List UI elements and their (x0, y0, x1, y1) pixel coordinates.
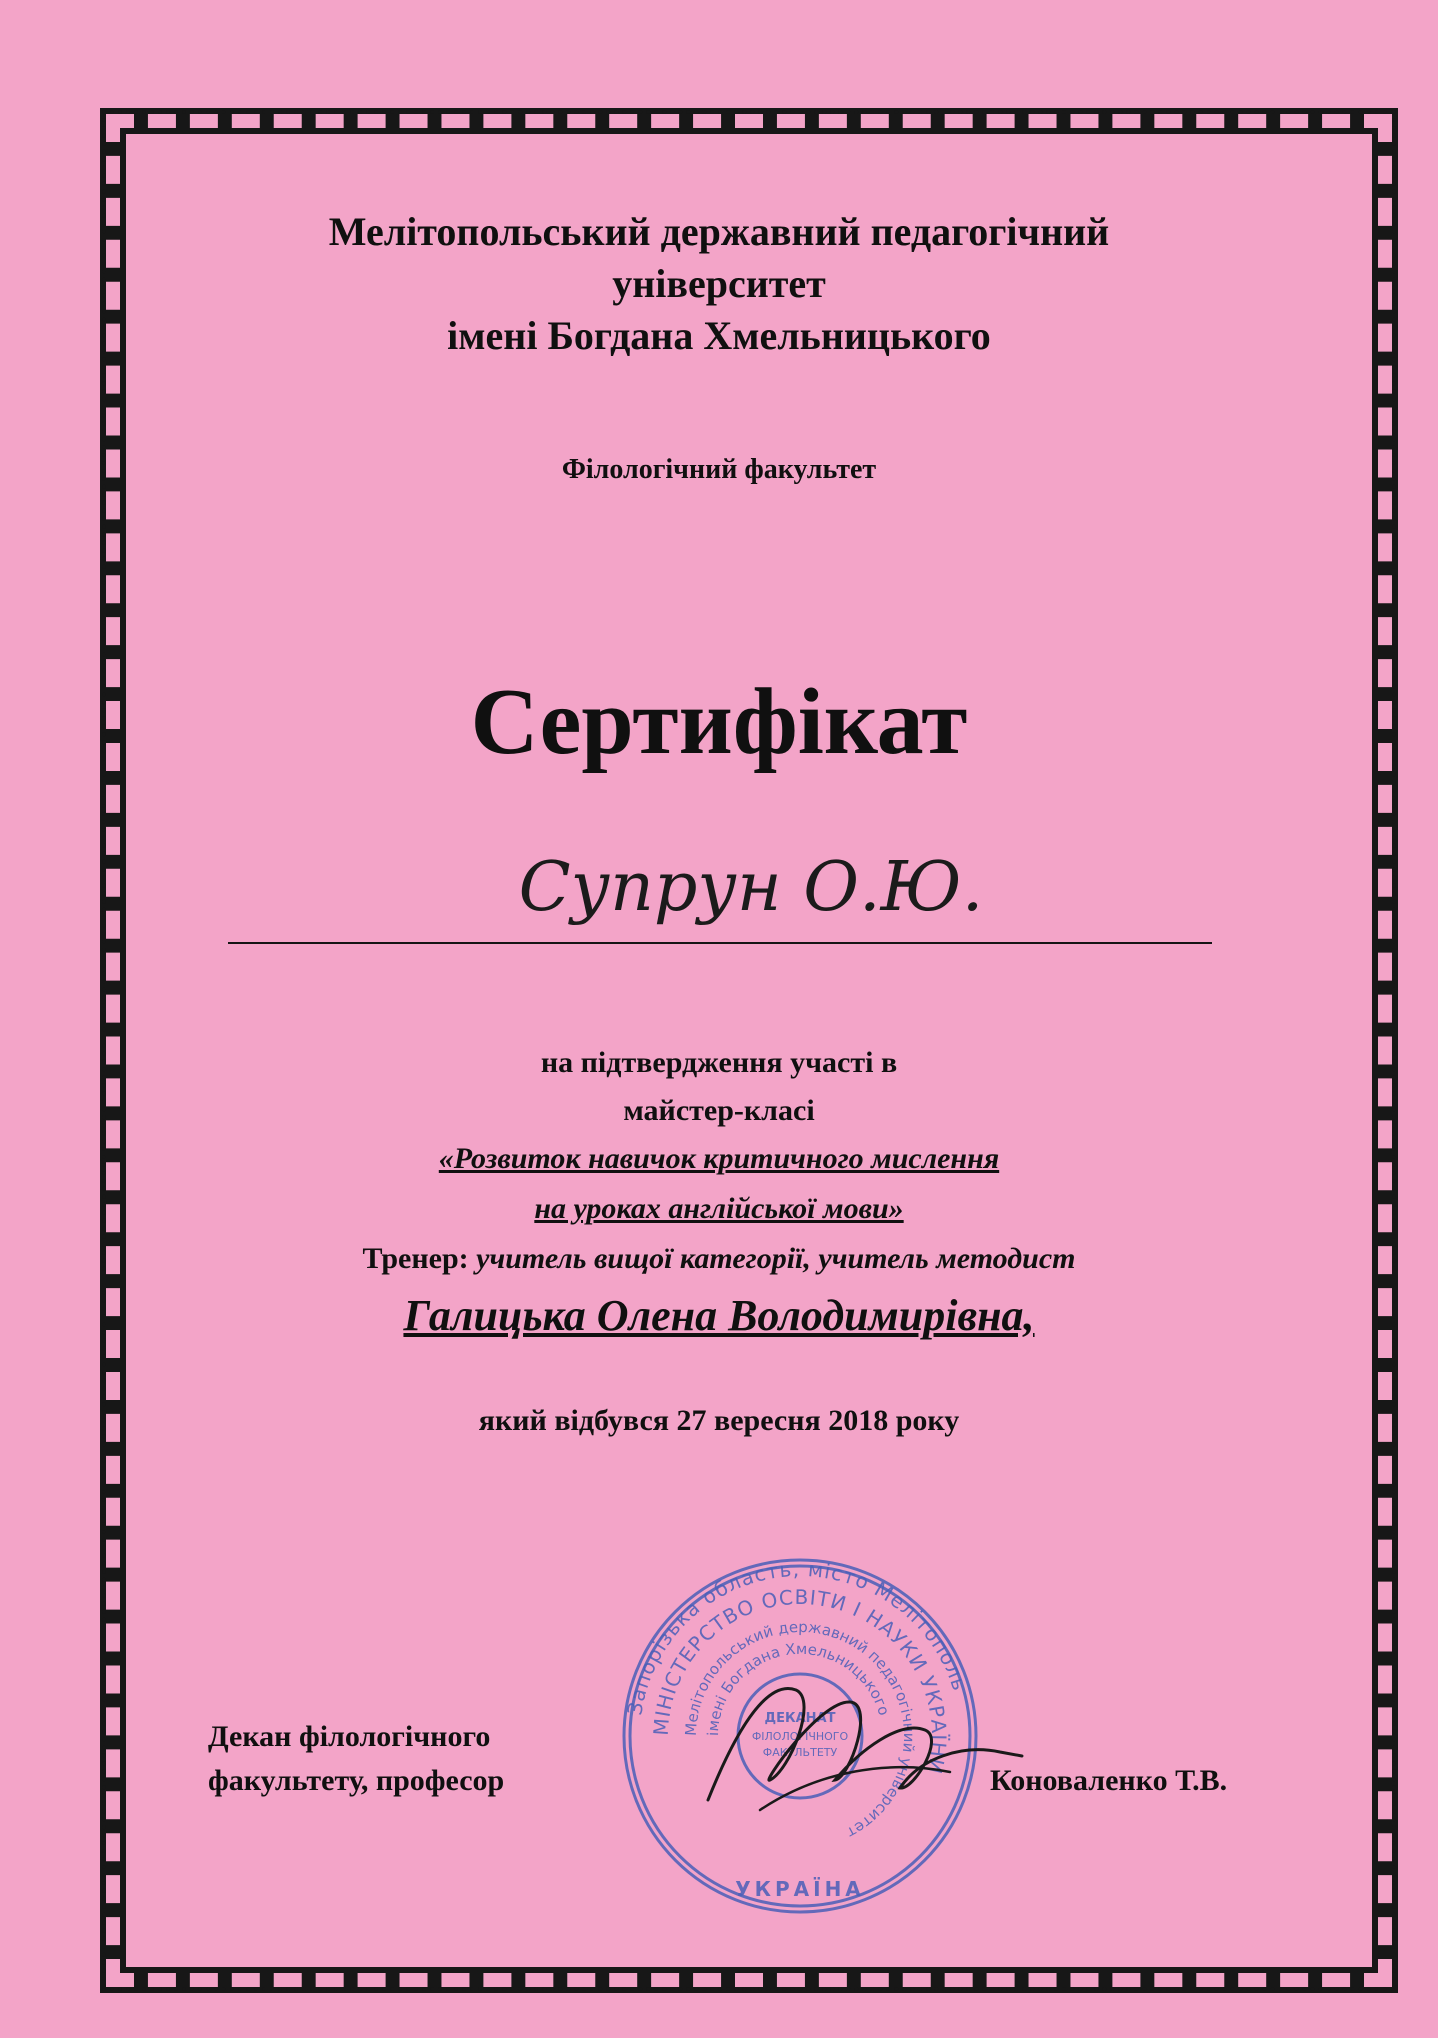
trainer-label: Тренер: (362, 1242, 469, 1275)
signatory-position-line-2: факультету, професор (208, 1764, 505, 1797)
trainer-title: учитель вищої категорії, учитель методист (476, 1242, 1076, 1275)
faculty-name: Філологічний факультет (561, 454, 877, 485)
stamp-bottom-text: УКРАЇНА (735, 1877, 865, 1901)
stamp-ring-4-text: імені Богдана Хмельницького (703, 1639, 894, 1737)
stamp-center-line-3: ФАКУЛЬТЕТУ (762, 1746, 838, 1759)
participation-line: на підтвердження участі в (540, 1046, 898, 1079)
certificate-title: Сертифікат (470, 670, 968, 774)
stamp-ring-3-text: Мелітопольський державний педагогічний університет (681, 1617, 919, 1842)
course-title-line-1: «Розвиток навичок критичного мислення (438, 1142, 1000, 1175)
university-name-line-1: Мелітопольський державний педагогічний (328, 209, 1110, 254)
recipient-name-line (228, 942, 1212, 944)
stamp-center-line-1: ДЕКАНАТ (764, 1711, 836, 1726)
event-date-line: який відбувся 27 вересня 2018 року (478, 1404, 960, 1437)
signatory-name: Коноваленко Т.В. (990, 1764, 1228, 1797)
dean-signature (700, 1660, 1030, 1830)
trainer-line (0, 1242, 1438, 1276)
course-title-line-2: на уроках англійської мови» (534, 1192, 904, 1225)
university-name-line-3: імені Богдана Хмельницького (447, 313, 991, 358)
stamp-center-line-2: ФІЛОЛОГІЧНОГО (751, 1730, 849, 1743)
trainer-name: Галицька Олена Володимирівна, (403, 1291, 1035, 1340)
stamp-outer-text: Запорізька область, місто Мелітополь (622, 1556, 973, 1717)
university-name-line-2: університет (612, 261, 826, 306)
signatory-position-line-1: Декан філологічного (208, 1720, 491, 1753)
recipient-handwritten-name: Супрун О.Ю. (518, 848, 984, 927)
masterclass-line: майстер-класі (623, 1094, 815, 1127)
stamp-ring-2-text: МІНІСТЕРСТВО ОСВІТИ І НАУКИ УКРАЇНИ (648, 1584, 952, 1777)
